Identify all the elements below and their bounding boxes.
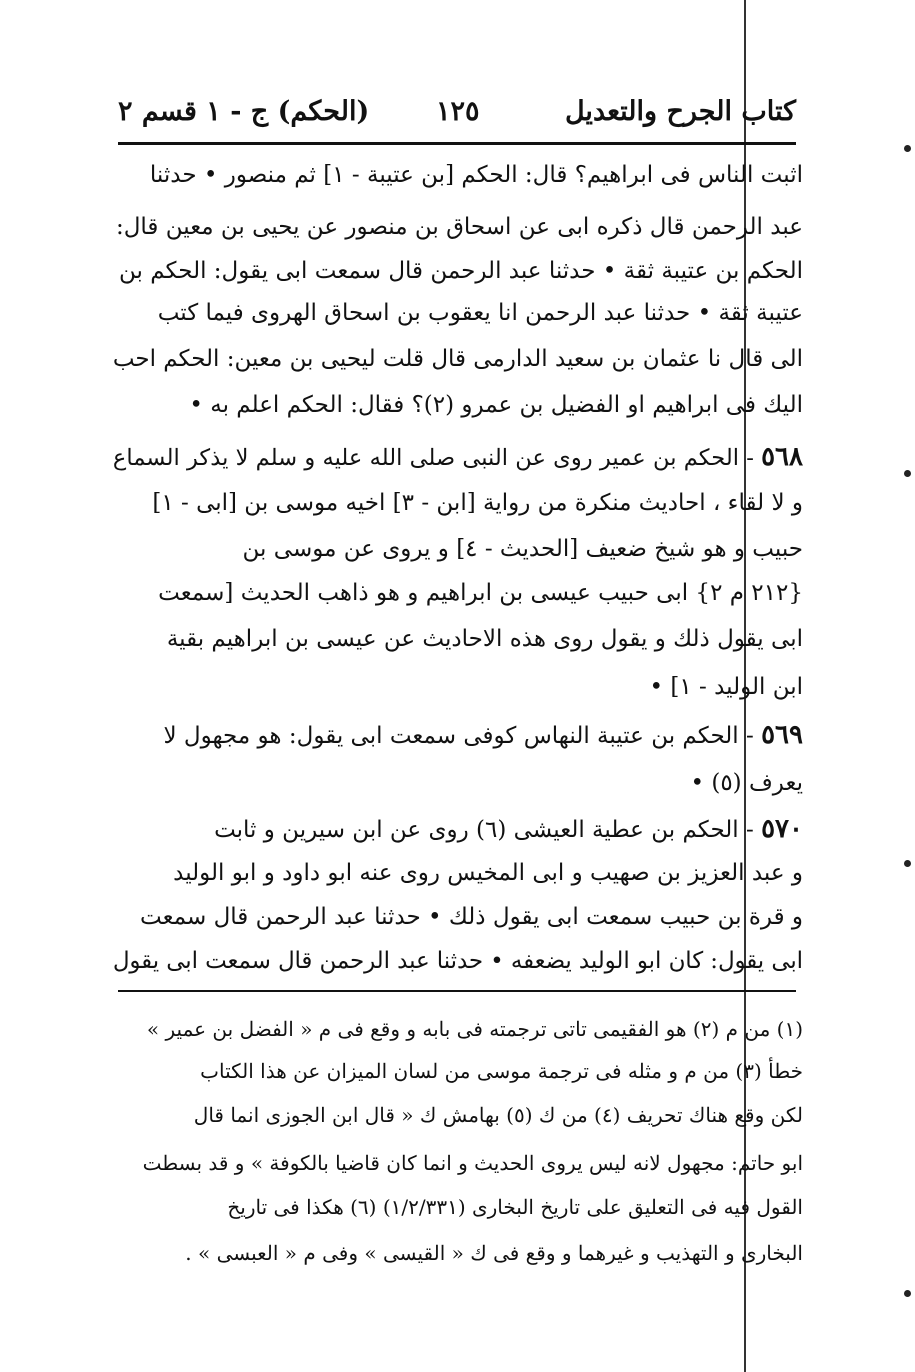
body-line: الحكم بن عتيبة ثقة • حدثنا عبد الرحمن قال سمعت ابى يقول: الحكم بن	[119, 258, 803, 284]
entry-text: - الحكم بن عمير روى عن النبى صلى الله عليه و سلم لا يذكر السماع	[112, 445, 754, 471]
scan-speck	[904, 145, 911, 152]
footnote-line: البخارى و التهذيب و غيرهما و وقع فى ك « القيسى » وفى م « العبسى » .	[185, 1241, 803, 1265]
body-line: اليك فى ابراهيم او الفضيل بن عمرو (٢)؟ فقال: الحكم اعلم به •	[189, 392, 803, 418]
body-line: عتيبة ثقة • حدثنا عبد الرحمن انا يعقوب بن اسحاق الهروى فيما كتب	[157, 300, 803, 326]
entry-line: و عبد العزيز بن صهيب و ابى المخيس روى عنه ابو داود و ابو الوليد	[173, 860, 803, 886]
entry-first-line	[113, 440, 803, 475]
entry-number: ٥٦٩	[761, 720, 803, 750]
book-title: كتاب الجرح والتعديل	[564, 96, 796, 127]
entry-line: يعرف (٥) •	[690, 770, 803, 796]
entry-line: ابى يقول ذلك و يقول روى هذه الاحاديث عن عيسى بن ابراهيم بقية	[166, 626, 803, 652]
entry-line: و لا لقاء ، احاديث منكرة من رواية [ابن - ٣] اخيه موسى بن [ابى - ١]	[152, 490, 803, 516]
entry-line: ابن الوليد - ١] •	[649, 674, 803, 700]
entry-first-line	[163, 718, 803, 753]
entry-line: و قرة بن حبيب سمعت ابى يقول ذلك • حدثنا عبد الرحمن قال سمعت	[140, 904, 803, 930]
entry-line: حبيب و هو شيخ ضعيف [الحديث - ٤] و يروى عن موسى بن	[242, 536, 803, 562]
scan-speck	[904, 860, 911, 867]
entry-line: ابى يقول: كان ابو الوليد يضعفه • حدثنا عبد الرحمن قال سمعت ابى يقول	[112, 948, 803, 974]
header-rule	[118, 142, 796, 145]
scan-speck	[904, 1290, 911, 1297]
body-line: عبد الرحمن قال ذكره ابى عن اسحاق بن منصور عن يحيى بن معين قال:	[115, 214, 803, 240]
section-label: (الحكم) ج - ١ قسم ٢	[118, 96, 370, 127]
footnote-line: ابو حاتم: مجهول لانه ليس يروى الحديث و انما كان قاضيا بالكوفة » و قد بسطت	[142, 1151, 803, 1175]
body-line: الى قال نا عثمان بن سعيد الدارمى قال قلت ليحيى بن معين: الحكم احب	[112, 346, 803, 372]
entry-text: - الحكم بن عتيبة النهاس كوفى سمعت ابى يقول: هو مجهول لا	[163, 723, 754, 749]
entry-line: {٢١٢ م ٢} ابى حبيب عيسى بن ابراهيم و هو ذاهب الحديث [سمعت	[158, 580, 803, 606]
entry-text: - الحكم بن عطية العيشى (٦) روى عن ابن سيرين و ثابت	[214, 817, 754, 843]
footnote-line: خطأ (٣) من م و مثله فى ترجمة موسى من لسان الميزان عن هذا الكتاب	[200, 1059, 803, 1083]
footnote-line: لكن وقع هناك تحريف (٤) من ك (٥) بهامش ك « قال ابن الجوزى انما قال	[193, 1103, 803, 1127]
entry-number: ٥٦٨	[761, 442, 803, 472]
entry-number: ٥٧٠	[761, 814, 803, 844]
running-header	[118, 88, 796, 144]
body-line: اثبت الناس فى ابراهيم؟ قال: الحكم [بن عتيبة - ١] ثم منصور • حدثنا	[149, 162, 803, 188]
scan-speck	[904, 470, 911, 477]
page-number: ١٢٥	[436, 96, 480, 127]
footnote-line: القول فيه فى التعليق على تاريخ البخارى (١/٢/٣٣١) (٦) هكذا فى تاريخ	[227, 1195, 803, 1219]
footnote-line: (١) من م (٢) هو الفقيمى تاتى ترجمته فى بابه و وقع فى م « الفضل بن عمير »	[146, 1017, 803, 1041]
footnote-rule	[118, 990, 796, 992]
entry-first-line	[214, 812, 803, 847]
